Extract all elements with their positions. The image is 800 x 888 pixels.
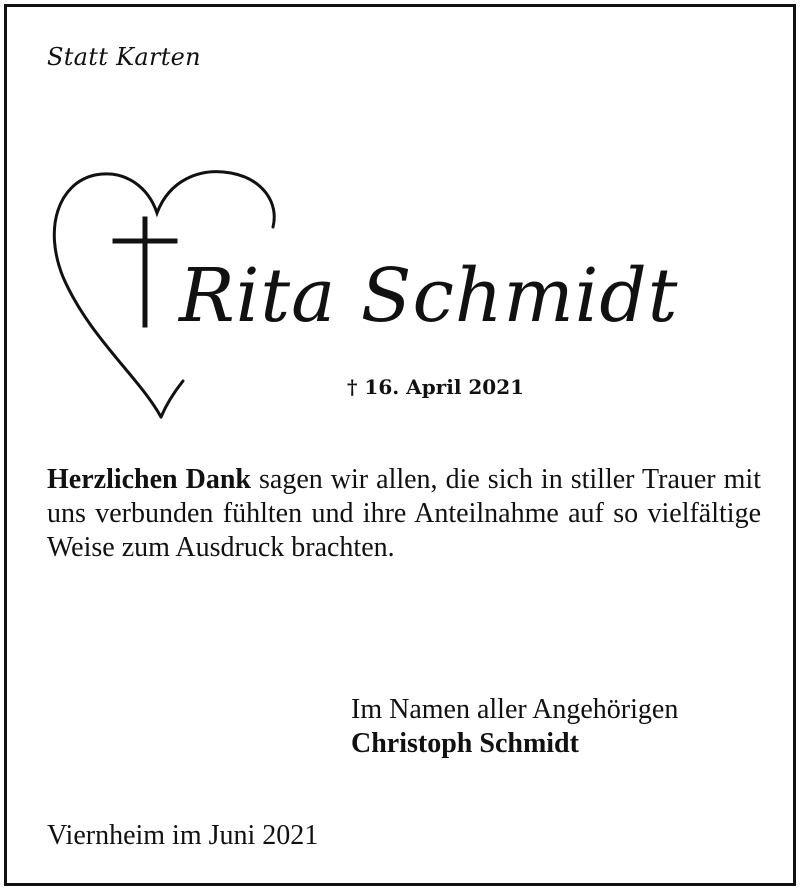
signature-block xyxy=(351,693,678,761)
cross-icon xyxy=(115,219,175,325)
thanks-heading: Herzlichen Dank xyxy=(47,464,252,495)
signature-name: Christoph Schmidt xyxy=(351,728,579,759)
death-date: † 16. April 2021 xyxy=(347,375,525,399)
intro-text: Statt Karten xyxy=(47,43,201,71)
heart-tail-icon xyxy=(161,381,183,417)
place-date: Viernheim im Juni 2021 xyxy=(47,820,319,851)
thanks-paragraph xyxy=(47,463,761,565)
signature-line: Im Namen aller Angehörigen xyxy=(351,694,679,725)
deceased-name: Rita Schmidt xyxy=(179,253,679,339)
thanks-body: sagen wir allen, die sich in stiller Trauer mit uns verbunden fühlten und ihre Anteilnahme auf so vielfältige Weise zum Ausdruck brachten. xyxy=(47,464,761,563)
obituary-notice xyxy=(4,4,796,886)
